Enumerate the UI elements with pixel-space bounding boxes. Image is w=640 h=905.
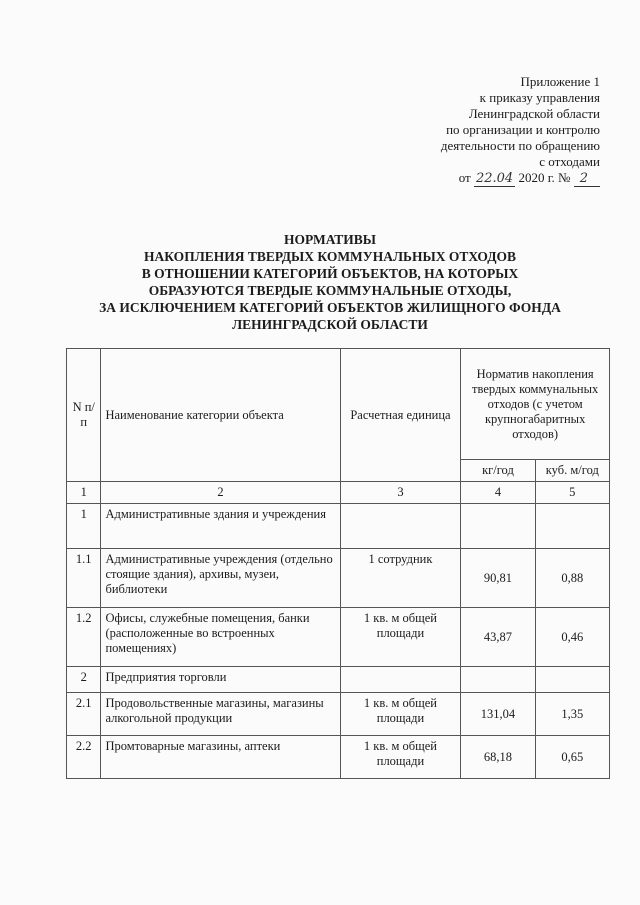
handwritten-date: 22.04 bbox=[475, 171, 514, 186]
row-kg: 68,18 bbox=[461, 736, 535, 779]
col-number: 5 bbox=[535, 482, 609, 504]
table-row bbox=[67, 608, 610, 667]
appendix-line: Ленинградской области bbox=[468, 106, 600, 121]
table-row bbox=[67, 667, 610, 693]
row-kg bbox=[461, 667, 535, 693]
row-kg: 43,87 bbox=[461, 608, 535, 667]
order-date-line bbox=[350, 170, 600, 187]
date-prefix: от bbox=[458, 170, 471, 185]
row-num: 1.2 bbox=[67, 608, 101, 667]
row-unit: 1 кв. м общей площади bbox=[340, 693, 461, 736]
header-unit: Расчетная единица bbox=[340, 349, 461, 482]
appendix-line: с отходами bbox=[539, 154, 600, 169]
row-m3 bbox=[535, 504, 609, 549]
appendix-block bbox=[350, 74, 600, 187]
title-line: ОБРАЗУЮТСЯ ТВЕРДЫЕ КОММУНАЛЬНЫЕ ОТХОДЫ, bbox=[148, 283, 512, 298]
year-text: 2020 г. № bbox=[518, 170, 571, 185]
row-kg: 90,81 bbox=[461, 549, 535, 608]
col-number: 4 bbox=[461, 482, 535, 504]
row-name: Офисы, служебные помещения, банки (расположенные во встроенных помещениях) bbox=[101, 608, 340, 667]
norms-table bbox=[66, 348, 610, 779]
header-name: Наименование категории объекта bbox=[101, 349, 340, 482]
row-kg: 131,04 bbox=[461, 693, 535, 736]
row-m3 bbox=[535, 667, 609, 693]
row-name: Продовольственные магазины, магазины алкогольной продукции bbox=[101, 693, 340, 736]
row-unit: 1 сотрудник bbox=[340, 549, 461, 608]
appendix-line: к приказу управления bbox=[479, 90, 600, 105]
header-num: N п/п bbox=[67, 349, 101, 482]
appendix-line: Приложение 1 bbox=[520, 74, 600, 89]
column-number-row bbox=[67, 482, 610, 504]
row-num: 1.1 bbox=[67, 549, 101, 608]
title-line: НОРМАТИВЫ bbox=[283, 232, 377, 247]
row-name: Административные здания и учреждения bbox=[101, 504, 340, 549]
col-number: 3 bbox=[340, 482, 461, 504]
table-header-row bbox=[67, 349, 610, 460]
row-num: 2.2 bbox=[67, 736, 101, 779]
row-name: Промтоварные магазины, аптеки bbox=[101, 736, 340, 779]
title-line: В ОТНОШЕНИИ КАТЕГОРИЙ ОБЪЕКТОВ, НА КОТОРЫХ bbox=[141, 266, 519, 281]
table-row bbox=[67, 549, 610, 608]
row-kg bbox=[461, 504, 535, 549]
row-unit: 1 кв. м общей площади bbox=[340, 736, 461, 779]
row-num: 1 bbox=[67, 504, 101, 549]
row-unit bbox=[340, 504, 461, 549]
row-m3: 0,65 bbox=[535, 736, 609, 779]
handwritten-number: 2 bbox=[574, 171, 600, 187]
table-row bbox=[67, 504, 610, 549]
col-number: 2 bbox=[101, 482, 340, 504]
table-row bbox=[67, 736, 610, 779]
row-m3: 0,88 bbox=[535, 549, 609, 608]
row-num: 2.1 bbox=[67, 693, 101, 736]
table-row bbox=[67, 693, 610, 736]
title-line: НАКОПЛЕНИЯ ТВЕРДЫХ КОММУНАЛЬНЫХ ОТХОДОВ bbox=[143, 249, 517, 264]
row-m3: 1,35 bbox=[535, 693, 609, 736]
col-number: 1 bbox=[67, 482, 101, 504]
appendix-line: по организации и контролю bbox=[446, 122, 600, 137]
row-name: Административные учреждения (отдельно стоящие здания), архивы, музеи, библиотеки bbox=[101, 549, 340, 608]
row-name: Предприятия торговли bbox=[101, 667, 340, 693]
appendix-line: деятельности по обращению bbox=[440, 138, 600, 153]
row-unit: 1 кв. м общей площади bbox=[340, 608, 461, 667]
header-m3: куб. м/год bbox=[535, 460, 609, 482]
header-kg: кг/год bbox=[461, 460, 535, 482]
row-unit bbox=[340, 667, 461, 693]
document-title bbox=[60, 231, 600, 333]
row-m3: 0,46 bbox=[535, 608, 609, 667]
header-norm: Норматив накопления твердых коммунальных отходов (с учетом крупногабаритных отходов) bbox=[461, 349, 610, 460]
title-line: ЛЕНИНГРАДСКОЙ ОБЛАСТИ bbox=[232, 317, 428, 332]
row-num: 2 bbox=[67, 667, 101, 693]
title-line: ЗА ИСКЛЮЧЕНИЕМ КАТЕГОРИЙ ОБЪЕКТОВ ЖИЛИЩНОГО ФОНДА bbox=[99, 300, 561, 315]
